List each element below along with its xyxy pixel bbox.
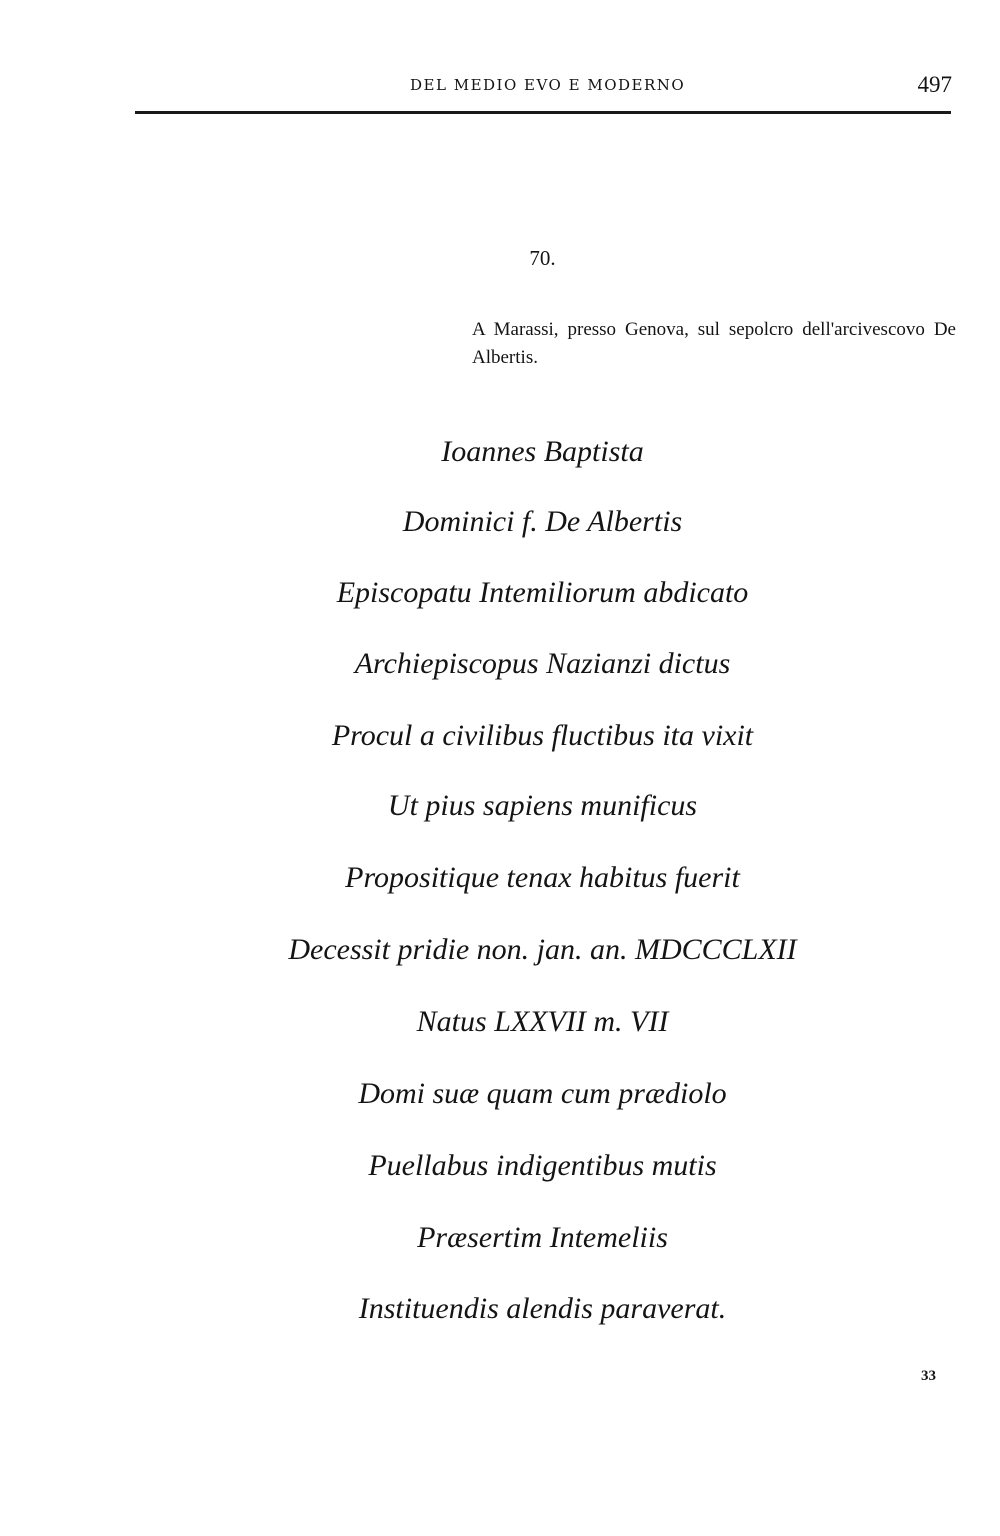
running-title: DEL MEDIO EVO E MODERNO: [410, 76, 686, 94]
inscription-line: Instituendis alendis paraverat.: [358, 1292, 727, 1325]
running-head: [0, 72, 1000, 102]
header-rule: [135, 111, 951, 114]
inscription-line: Puellabus indigentibus mutis: [368, 1149, 717, 1182]
inscription-line: Procul a civilibus fluctibus ita vixit: [331, 719, 754, 752]
inscription-line: Ut pius sapiens munificus: [387, 789, 698, 822]
inscription-line: Dominici f. De Albertis: [402, 505, 683, 538]
location-note: A Marassi, presso Genova, sul sepolcro dell'arcivescovo De Albertis.: [472, 319, 956, 368]
inscription-line: Episcopatu Intemiliorum abdicato: [336, 576, 749, 609]
item-number: 70.: [529, 246, 556, 270]
inscription-line: Ioannes Baptista: [441, 435, 644, 468]
signature-mark: 33: [921, 1368, 936, 1384]
page-number: 497: [917, 72, 952, 97]
inscription-line: Archiepiscopus Nazianzi dictus: [354, 647, 731, 680]
inscription-line: Domi suæ quam cum prædiolo: [358, 1077, 727, 1110]
inscription-line: Natus LXXVII m. VII: [416, 1005, 669, 1038]
inscription-line: Decessit pridie non. jan. an. MDCCCLXII: [288, 933, 797, 966]
inscription-line: Propositique tenax habitus fuerit: [345, 861, 740, 894]
inscription-line: Præsertim Intemeliis: [417, 1221, 668, 1254]
